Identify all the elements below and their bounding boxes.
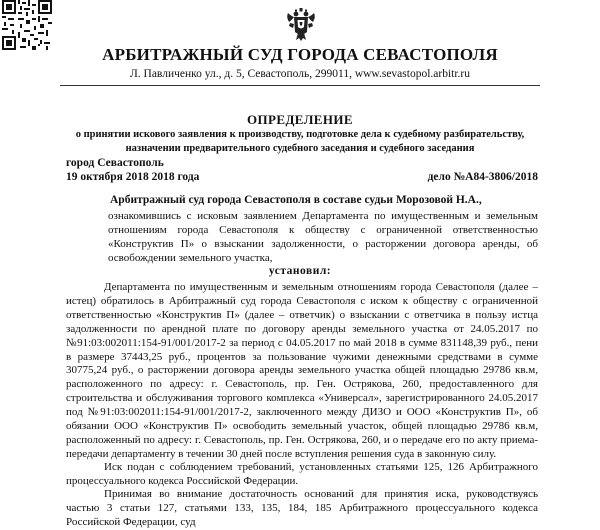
court-name: АРБИТРАЖНЫЙ СУД ГОРОДА СЕВАСТОПОЛЯ xyxy=(102,45,498,64)
paragraph-review: ознакомившись с исковым заявлением Департамента по имущественным и земельным отношениям города Севастополя к обществу с ограниченной ответственностью «Конструктив П» о взыскании задолженности, о расторжении договора аренды, об освобождении земельного участка, xyxy=(108,210,538,264)
city: город Севастополь xyxy=(66,157,164,169)
paragraph-requirements: Иск подан с соблюдением требований, установленных статьями 125, 126 Арбитражного процессуального кодекса Российской Федерации. xyxy=(66,461,538,487)
document-date: 19 октября 2018 2018 года xyxy=(66,171,200,183)
city-line xyxy=(66,157,538,169)
document-title: ОПРЕДЕЛЕНИЕ xyxy=(247,112,353,127)
paragraph-grounds: Принимая во внимание достаточность оснований для принятия иска, руководствуясь частью 3 статьи 127, статьями 133, 135, 184, 185 Арбитражного процессуального кодекса Российской Федерации, суд xyxy=(66,488,538,528)
court-address: Л. Павличенко ул., д. 5, Севастополь, 299011, www.sevastopol.arbitr.ru xyxy=(129,68,471,80)
judge-intro: Арбитражный суд города Севастополя в составе судьи Морозовой Н.А., xyxy=(110,194,482,206)
paragraph-claim: Департамента по имущественным и земельным отношениям города Севастополя (далее – истец) обратилось в Арбитражный суд города Севастополя с иском к обществу с ограниченной ответственностью «Конструктив П» (далее – ответчик) о взыскании с ответчика в пользу истца задолженности по арендной плате по договору аренды земельного участка от 24.05.2017 по №91:03:002011:154-91/001/2017-2 за период с 04.05.2017 по май 2018 в сумме 831148,39 руб., пени в размере 37443,25 руб., процентов за пользование чужими денежными средствами в сумме 30775,24 руб., о расторжении договора аренды земельного участка общей площадью 29786 кв.м, расположенного по адресу: г. Севастополь, пр. Ген. Острякова, 260, предоставленного для строительства и обслуживания торгового комплекса «Универсал», зарегистрированного 24.05.2017 под №91:03:002011:154-91/001/2017-2, заключенного между ДИЗО и ООО «Конструктив П», об обязании ООО «Конструктив П» освободить земельный участок, общей площадью 29786 кв.м, расположенный по адресу: г. Севастополь, пр. Ген. Острякова, 260, и о передаче его по акту приема-передачи департаменту в течении 30 дней после вступления решения суда в законную силу. xyxy=(66,281,538,460)
resolved-heading: установил: xyxy=(268,265,332,277)
date-case-line xyxy=(66,171,538,183)
case-number: дело №А84-3806/2018 xyxy=(427,171,538,183)
coat-of-arms-icon xyxy=(285,8,317,42)
document-subtitle: о принятии искового заявления к производству, подготовке дела к судебному разбирательству, назначении предварительного судебного заседания и судебного заседания xyxy=(75,129,525,154)
header-divider xyxy=(60,85,540,86)
qr-code-icon xyxy=(2,0,52,50)
